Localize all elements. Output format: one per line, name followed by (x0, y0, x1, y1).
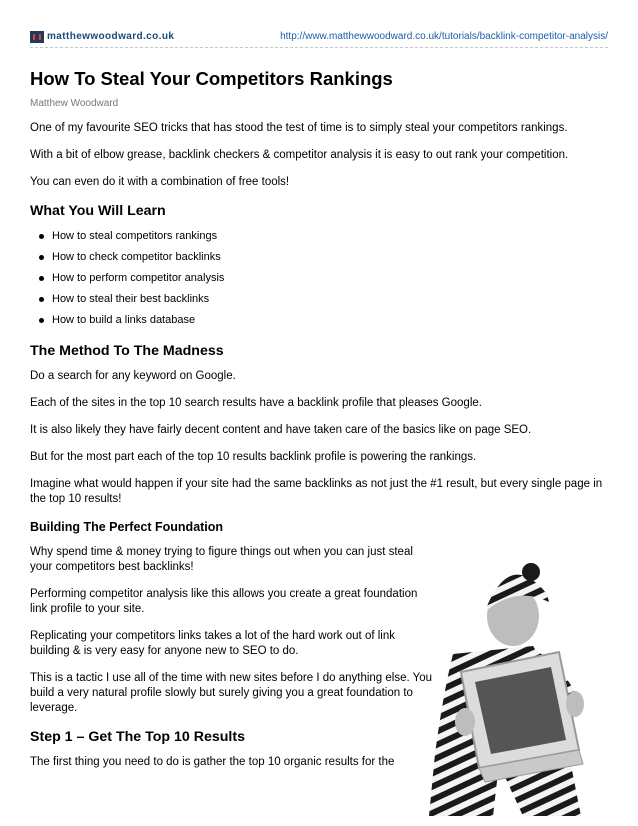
step1-paragraph: The first thing you need to do is gather the top 10 organic results for the (30, 756, 395, 768)
method-paragraph: But for the most part each of the top 10 results backlink profile is powering the rankings. (30, 451, 477, 463)
foundation-paragraph: Performing competitor analysis like this allows you create a great foundation link profile to your site. (30, 588, 418, 615)
prisoner-with-computer-illustration (413, 554, 603, 820)
list-item: How to steal competitors rankings (30, 229, 608, 244)
site-name[interactable]: matthewwoodward.co.uk (47, 31, 175, 42)
site-logo-icon (30, 31, 44, 43)
list-item: How to build a links database (30, 313, 608, 328)
method-paragraph: Imagine what would happen if your site had the same backlinks as not just the #1 result, but every single page in the top 10 results! (30, 478, 603, 505)
method-paragraph: It is also likely they have fairly decent content and have taken care of the basics like on page SEO. (30, 424, 532, 436)
intro-paragraph: One of my favourite SEO tricks that has stood the test of time is to simply steal your competitors rankings. (30, 122, 568, 134)
list-item: How to perform competitor analysis (30, 271, 608, 286)
section-heading-step1: Step 1 – Get The Top 10 Results (30, 729, 245, 745)
page-url[interactable]: http://www.matthewwoodward.co.uk/tutorials/backlink-competitor-analysis/ (280, 31, 608, 42)
article-title: How To Steal Your Competitors Rankings (30, 68, 393, 89)
learn-list (30, 229, 608, 328)
method-paragraph: Each of the sites in the top 10 search results have a backlink profile that pleases Google. (30, 397, 482, 409)
page-header (30, 30, 608, 44)
list-item: How to check competitor backlinks (30, 250, 608, 265)
foundation-paragraph: Replicating your competitors links takes a lot of the hard work out of link building & is very easy for anyone new to SEO to do. (30, 630, 395, 657)
intro-paragraph: With a bit of elbow grease, backlink checkers & competitor analysis it is easy to out rank your competition. (30, 149, 569, 161)
method-paragraph: Do a search for any keyword on Google. (30, 370, 236, 382)
foundation-paragraph: Why spend time & money trying to figure things out when you can just steal your competitors best backlinks! (30, 546, 413, 573)
list-item: How to steal their best backlinks (30, 292, 608, 307)
article-author: Matthew Woodward (30, 98, 119, 109)
intro-paragraph: You can even do it with a combination of free tools! (30, 176, 290, 188)
foundation-paragraph: This is a tactic I use all of the time with new sites before I do anything else. You build a very natural profile slowly but surely giving you a great foundation to leverage. (30, 672, 433, 714)
section-heading-learn: What You Will Learn (30, 203, 166, 219)
header-divider (30, 47, 608, 48)
section-heading-method: The Method To The Madness (30, 343, 224, 359)
section-heading-foundation: Building The Perfect Foundation (30, 520, 224, 534)
